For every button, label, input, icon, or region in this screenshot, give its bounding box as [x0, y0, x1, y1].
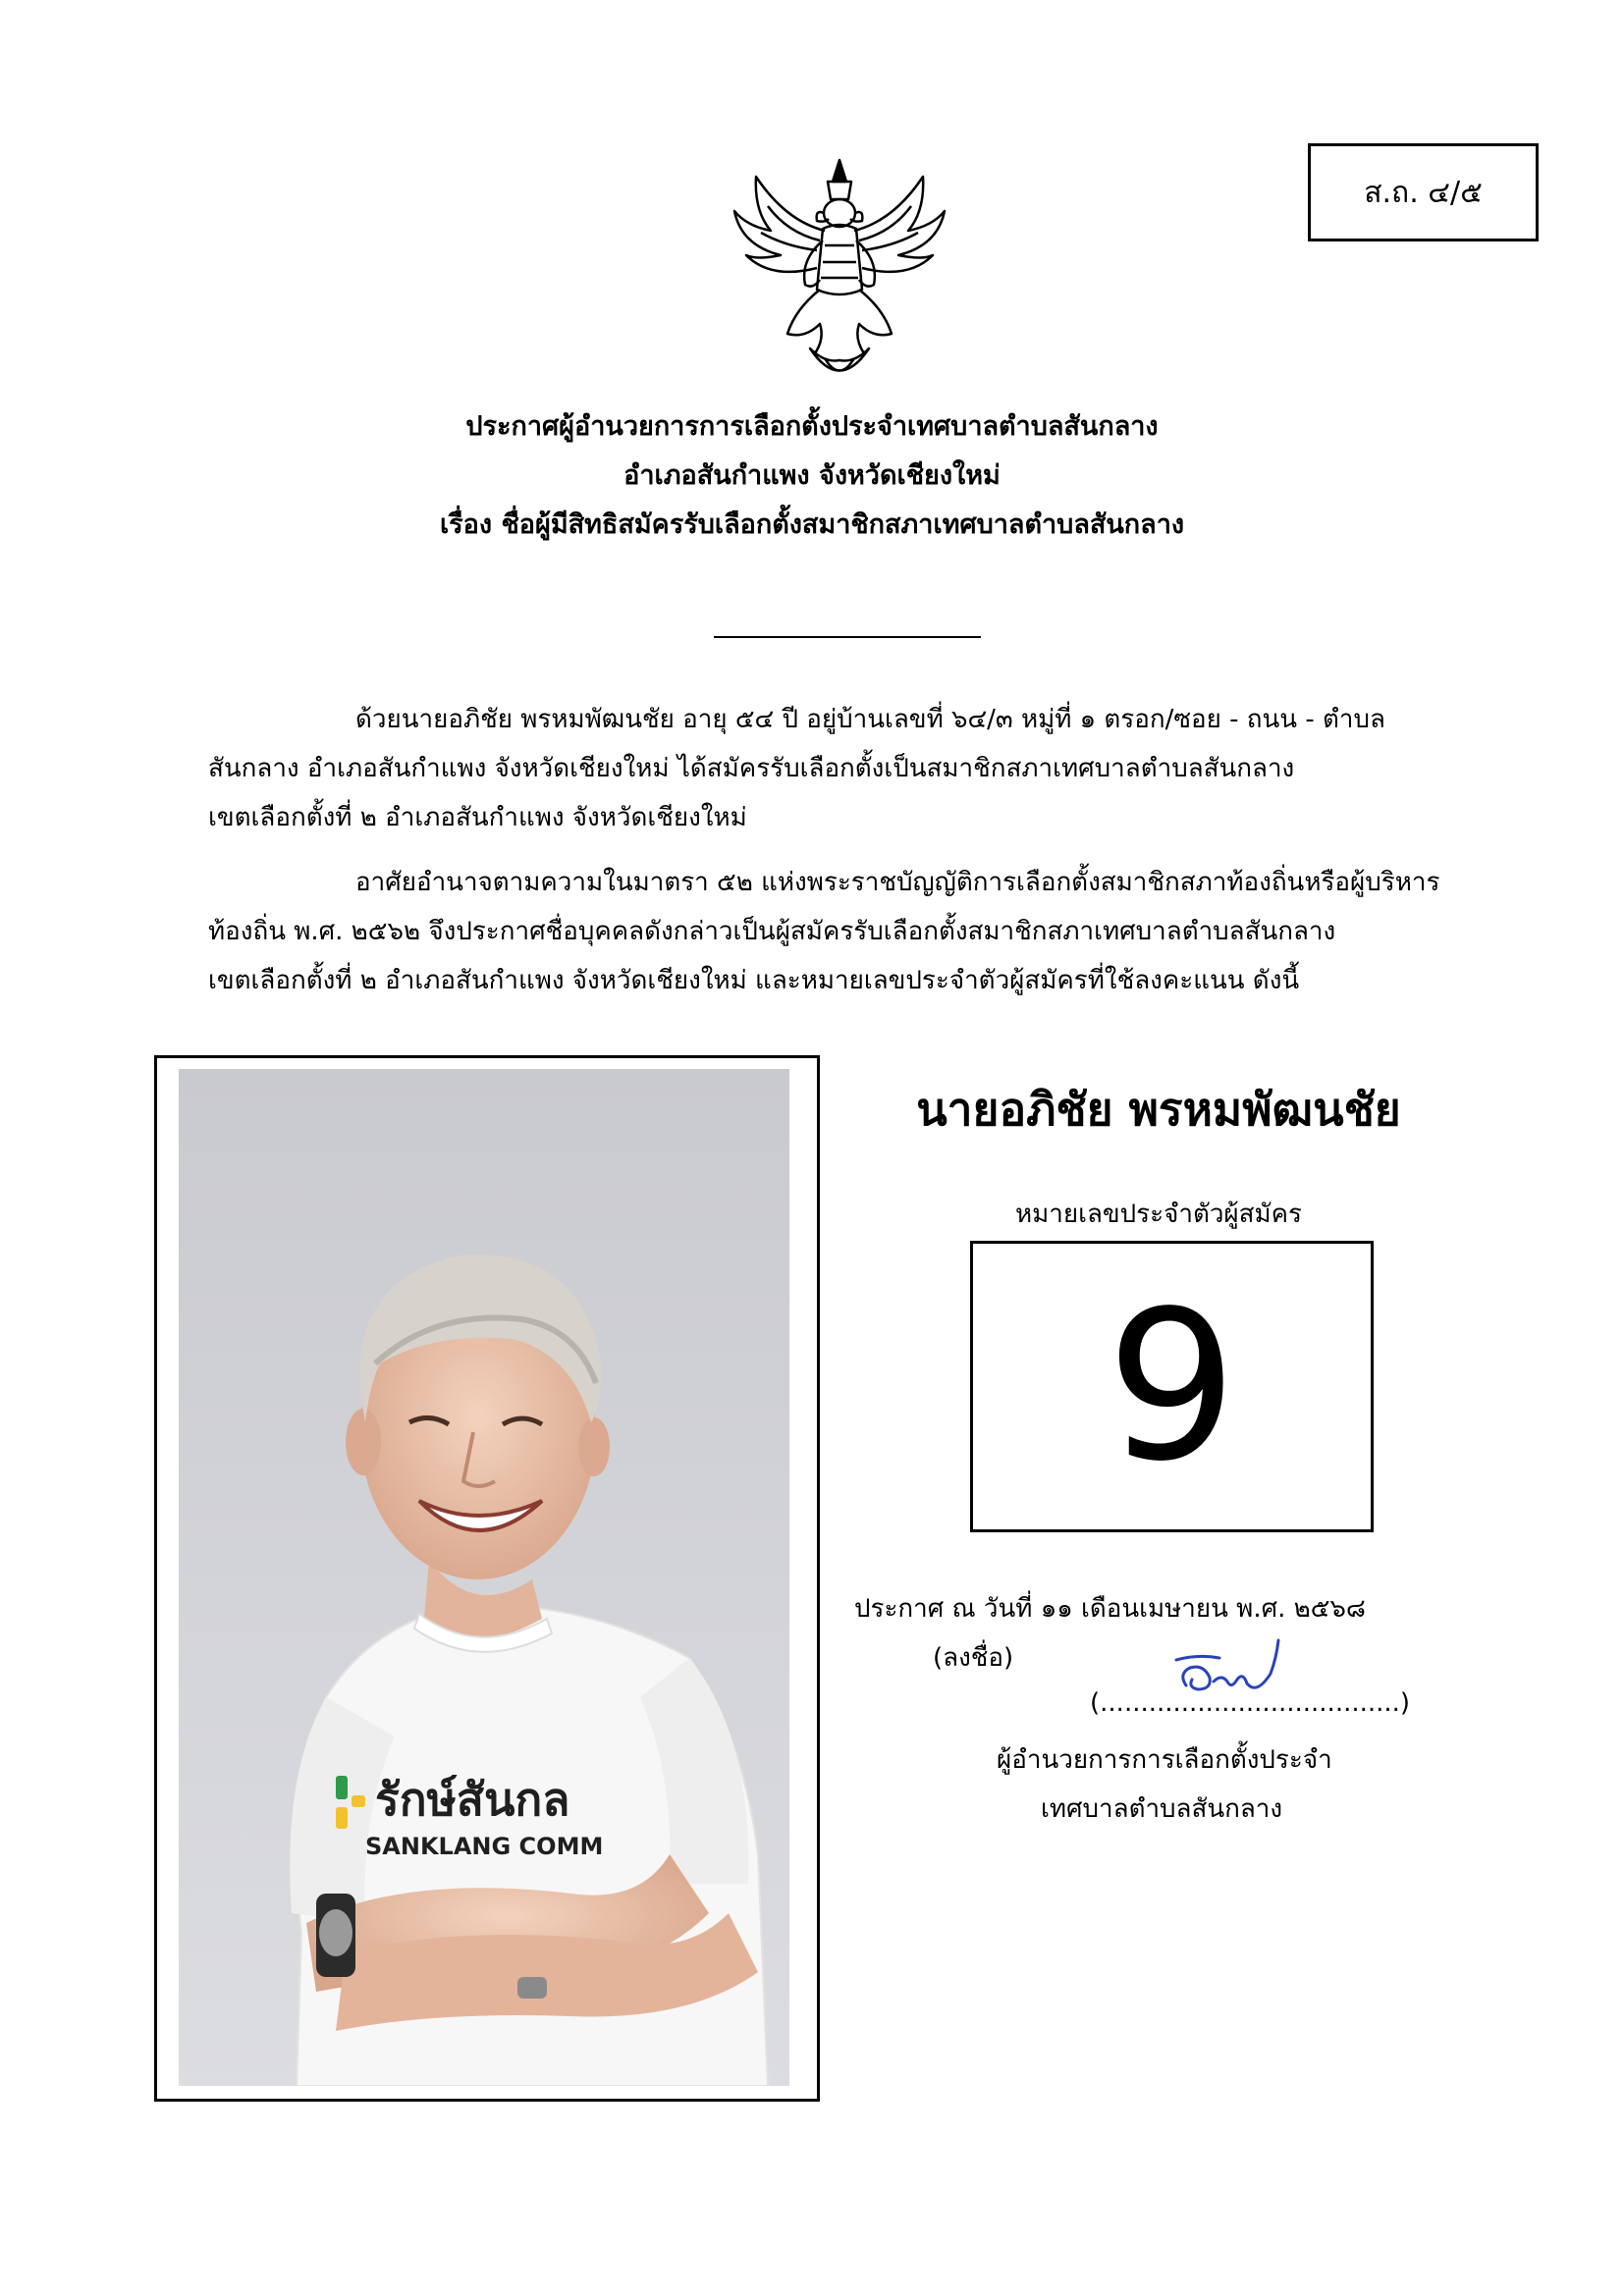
title-divider [714, 636, 981, 638]
announcement-date: ประกาศ ณ วันที่ ๑๑ เดือนเมษายน พ.ศ. ๒๕๖๘ [854, 1594, 1366, 1624]
form-code-text: ส.ถ. ๔/๕ [1364, 175, 1483, 210]
paragraph-line: เขตเลือกตั้งที่ ๒ อำเภอสันกำแพง จังหวัดเชียงใหม่ [208, 803, 747, 832]
signature-line: (.....................................) [1090, 1688, 1411, 1718]
paragraph-line: ด้วยนายอภิชัย พรหมพัฒนชัย อายุ ๕๔ ปี อยู่บ้านเลขที่ ๖๔/๓ หมู่ที่ ๑ ตรอก/ซอย - ถนน - ตำบล [355, 705, 1385, 734]
paragraph-line: สันกลาง อำเภอสันกำแพง จังหวัดเชียงใหม่ ได้สมัครรับเลือกตั้งเป็นสมาชิกสภาเทศบาลตำบลสันกลาง [208, 754, 1295, 783]
paragraph-legal-basis [208, 858, 1465, 1005]
paragraph-line: อาศัยอำนาจตามความในมาตรา ๕๒ แห่งพระราชบัญญัติการเลือกตั้งสมาชิกสภาท้องถิ่นหรือผู้บริหาร [355, 868, 1440, 897]
candidate-photo [179, 1069, 789, 2086]
signer-title-line2: เทศบาลตำบลสันกลาง [1041, 1794, 1283, 1824]
garuda-emblem-icon [727, 152, 952, 388]
signer-title-line1: ผู้อำนวยการการเลือกตั้งประจำ [997, 1745, 1332, 1775]
shirt-logo-thai: รักษ์สันกล [375, 1773, 570, 1826]
announcement-subject: เรื่อง ชื่อผู้มีสิทธิสมัครรับเลือกตั้งสมาชิกสภาเทศบาลตำบลสันกลาง [439, 509, 1185, 540]
announcement-title: ประกาศผู้อำนวยการการเลือกตั้งประจำเทศบาลตำบลสันกลาง [465, 411, 1159, 442]
paragraph-line: ท้องถิ่น พ.ศ. ๒๕๖๒ จึงประกาศชื่อบุคคลดังกล่าวเป็นผู้สมัครรับเลือกตั้งสมาชิกสภาเทศบาลตำบลสันกลาง [208, 917, 1336, 946]
announcement-location: อำเภอสันกำแพง จังหวัดเชียงใหม่ [623, 460, 1001, 491]
form-code-box [1308, 143, 1539, 241]
candidate-name: นายอภิชัย พรหมพัฒนชัย [916, 1083, 1401, 1136]
paragraph-candidate-info [208, 695, 1465, 842]
candidate-number: 9 [1106, 1265, 1238, 1507]
shirt-logo-english: SANKLANG COMM [365, 1833, 604, 1860]
candidate-number-box [970, 1241, 1374, 1532]
signed-label: (ลงชื่อ) [933, 1643, 1014, 1673]
candidate-number-label: หมายเลขประจำตัวผู้สมัคร [1014, 1200, 1303, 1229]
paragraph-line: เขตเลือกตั้งที่ ๒ อำเภอสันกำแพง จังหวัดเชียงใหม่ และหมายเลขประจำตัวผู้สมัครที่ใช้ลงคะแนน ดังนี้ [208, 966, 1300, 995]
